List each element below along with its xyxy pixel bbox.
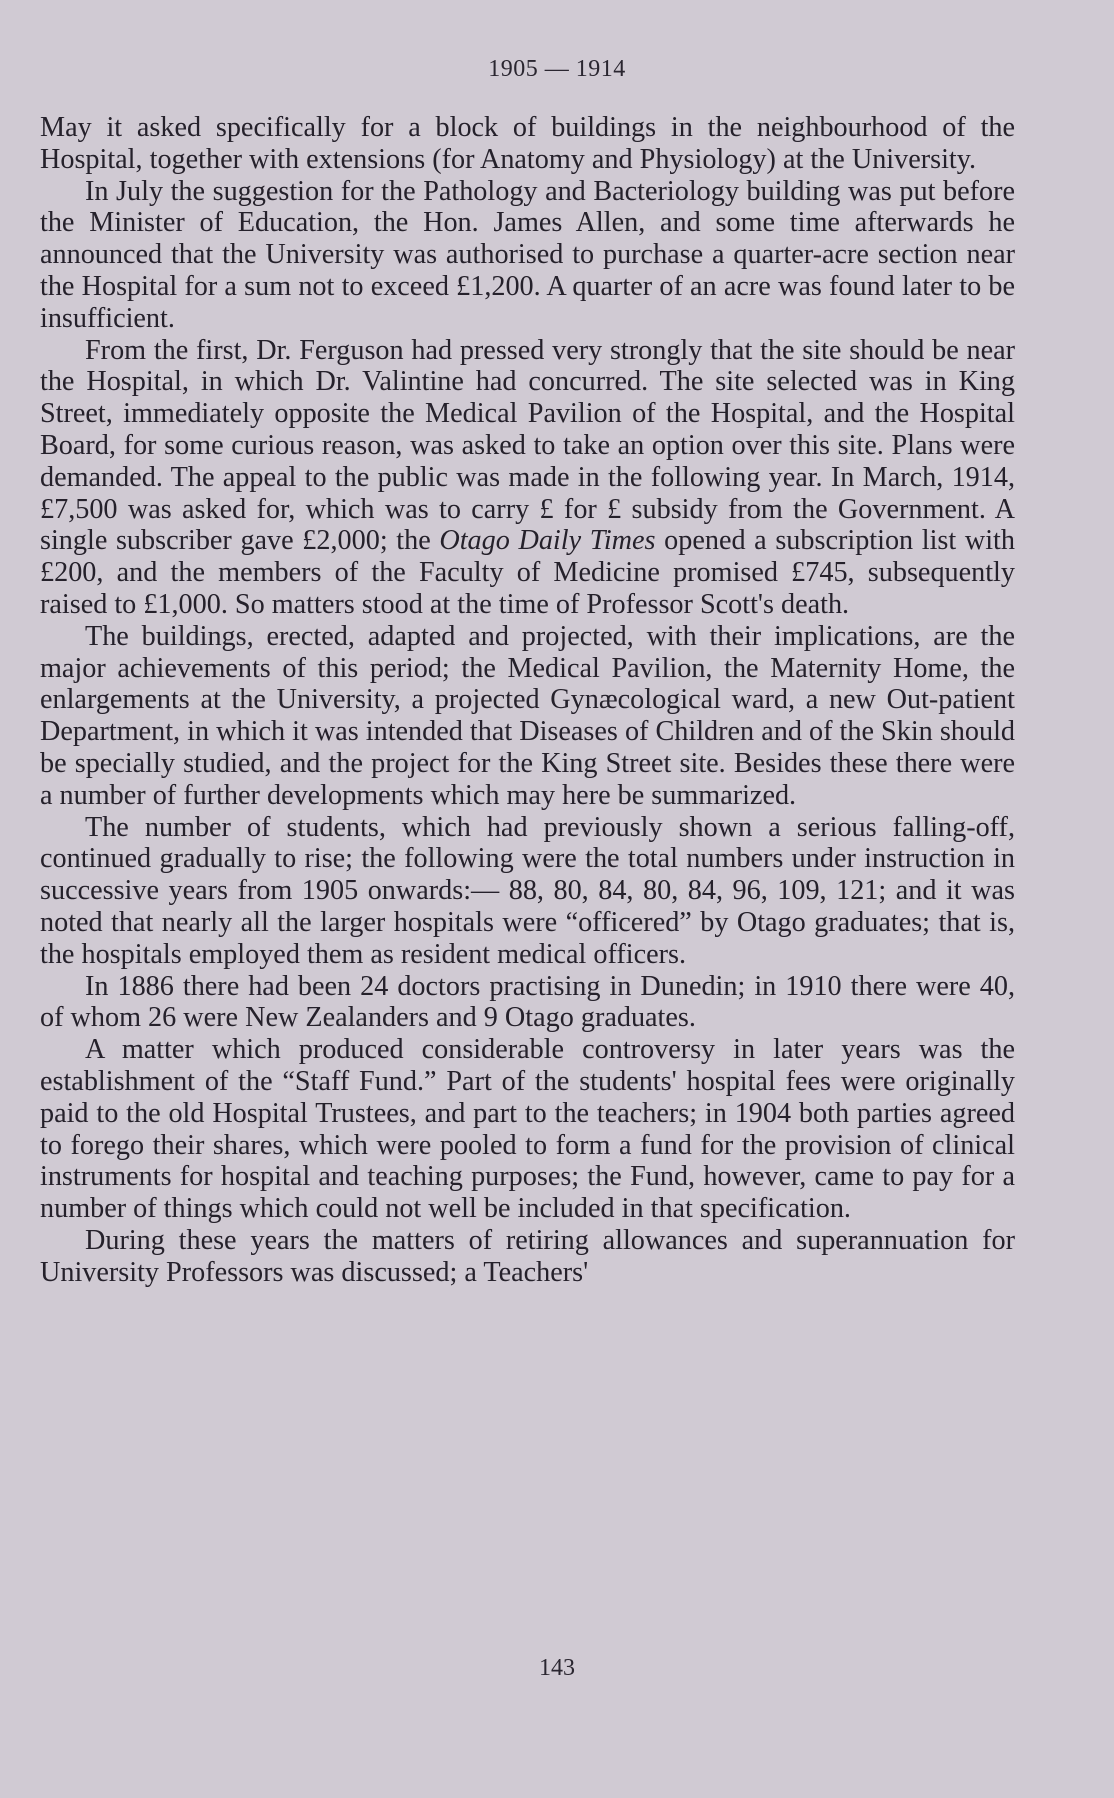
paragraph-1: May it asked specifically for a block of buildings in the neighbourhood of the Hospital, together with extensions (for Anatomy and Physiology) at the University.: [40, 112, 1015, 175]
paragraph-8: During these years the matters of retiring allowances and superannuation for University Professors was discussed; a Teachers': [40, 1224, 1015, 1288]
paragraph-5: The number of students, which had previously shown a serious falling-off, continued gradually to rise; the following were the total numbers under instruction in successive years from 1905 onwards:— 88, 80, 84, 80, 84, 96, 109, 121; and it was noted that nearly all the larger hospitals were “officered” by Otago graduates; that is, the hospitals employed them as resident medical officers.: [40, 811, 1015, 970]
body-text: [40, 112, 1015, 1288]
paragraph-3-continued: opened a subscription list with £200, and the members of the Faculty of Medicine promised £745, subsequently raised to £1,000. So matters stood at the time of Professor Scott's death.: [40, 525, 1015, 620]
paragraph-2: In July the suggestion for the Pathology and Bacteriology building was put before the Minister of Education, the Hon. James Allen, and some time afterwards he announced that the University was authorised to purchase a quarter-acre section near the Hospital for a sum not to exceed £1,200. A quarter of an acre was found later to be insufficient.: [40, 175, 1015, 334]
newspaper-title: Otago Daily Times: [439, 525, 656, 557]
page-number: 143: [539, 1655, 575, 1681]
paragraph-3-text: From the first, Dr. Ferguson had pressed very strongly that the site should be near the Hospital, in which Dr. Valintine had concurred. The site selected was in King Street, immediately opposite the Medical Pavilion of the Hospital, and the Hospital Board, for some curious reason, was asked to take an option over this site. Plans were demanded. The appeal to the public was made in the following year. In March, 1914, £7,500 was asked for, which was to carry £ for £ subsidy from the Government. A single subscriber gave £2,000; the: [40, 334, 1015, 557]
paragraph-7: A matter which produced considerable controversy in later years was the establishment of the “Staff Fund.” Part of the students' hospital fees were originally paid to the old Hospital Trustees, and part to the teachers; in 1904 both parties agreed to forego their shares, which were pooled to form a fund for the provision of clinical instruments for hospital and teaching purposes; the Fund, however, came to pay for a number of things which could not well be included in that specification.: [40, 1034, 1015, 1225]
running-head: 1905 — 1914: [488, 56, 626, 82]
paragraph-4: The buildings, erected, adapted and projected, with their implications, are the major achievements of this period; the Medical Pavilion, the Maternity Home, the enlargements at the University, a projected Gynæcological ward, a new Out-patient Department, in which it was intended that Diseases of Children and of the Skin should be specially studied, and the project for the King Street site. Besides these there were a number of further developments which may here be summarized.: [40, 620, 1015, 811]
paragraph-3: [40, 335, 1015, 621]
paragraph-6: In 1886 there had been 24 doctors practising in Dunedin; in 1910 there were 40, of whom 26 were New Zealanders and 9 Otago graduates.: [40, 970, 1015, 1034]
